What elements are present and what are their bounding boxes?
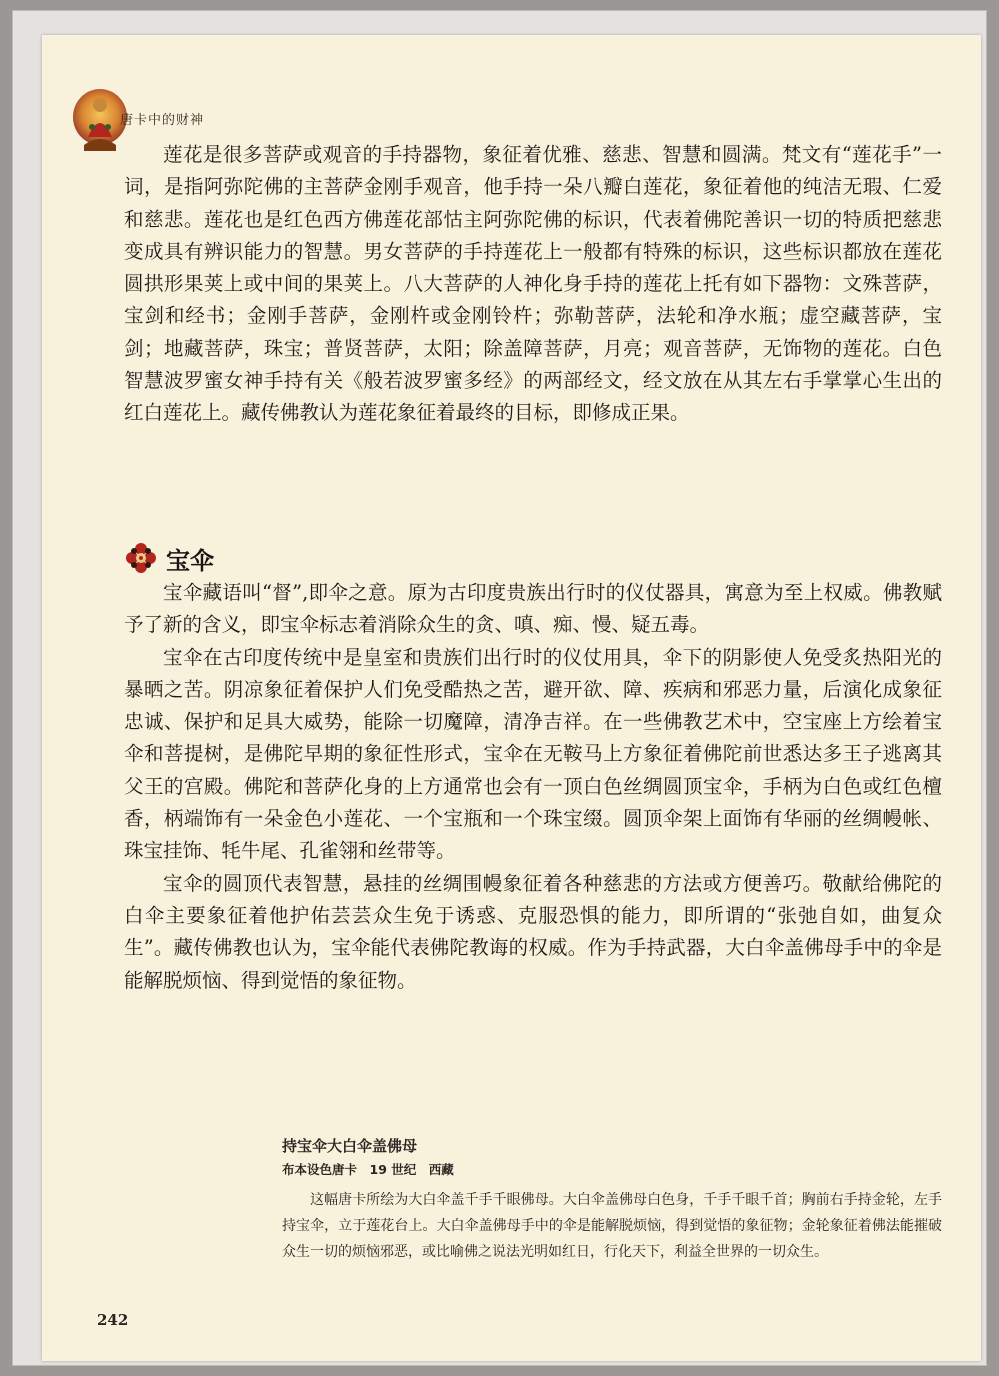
caption-title: 持宝伞大白伞盖佛母: [282, 1137, 418, 1155]
paragraph: 宝伞在古印度传统中是皇室和贵族们出行时的仪仗用具，伞下的阴影使人免受炙热阳光的暴晒之苦。阴凉象征着保护人们免受酷热之苦，避开欲、障、疾病和邪恶力量，后演化成象征忠诚、保护和足具大威势，能除一切魔障，清净吉祥。在一些佛教艺术中，空宝座上方绘着宝伞和菩提树，是佛陀早期的象征性形式，宝伞在无鞍马上方象征着佛陀前世悉达多王子逃离其父王的宫殿。佛陀和菩萨化身的上方通常也会有一顶白色丝绸圆顶宝伞，手柄为白色或红色檀香，柄端饰有一朵金色小莲花、一个宝瓶和一个珠宝缀。圆顶伞架上面饰有华丽的丝绸幔帐、珠宝挂饰、牦牛尾、孔雀翎和丝带等。: [124, 645, 942, 863]
section-heading: [124, 537, 424, 577]
page-number: 242: [97, 1311, 129, 1329]
caption-body: 这幅唐卡所绘为大白伞盖千手千眼佛母。大白伞盖佛母白色身，千手千眼千首；胸前右手持金轮，左手持宝伞，立于莲花台上。大白伞盖佛母手中的伞是能解脱烦恼，得到觉悟的象征物；金轮象征着佛法能摧破众生一切的烦恼邪恶，或比喻佛之说法光明如红日，行化天下，利益全世界的一切众生。: [282, 1192, 942, 1260]
book-page: [42, 35, 981, 1361]
image-caption: [282, 1133, 942, 1265]
umbrella-section: [124, 577, 942, 997]
paragraph: 宝伞的圆顶代表智慧，悬挂的丝绸围幔象征着各种慈悲的方法或方便善巧。敬献给佛陀的白伞主要象征着他护佑芸芸众生免于诱惑、克服恐惧的能力，即所谓的“张弛自如，曲复众生”。藏传佛教也认为，宝伞能代表佛陀教诲的权威。作为手持武器，大白伞盖佛母手中的伞是能解脱烦恼、得到觉悟的象征物。: [124, 871, 942, 992]
flower-ornament-icon: [124, 541, 158, 575]
page-frame: [12, 10, 987, 1366]
header-title: 唐卡中的财神: [120, 113, 205, 128]
section-title: 宝伞: [166, 547, 214, 575]
paragraph: 莲花是很多菩萨或观音的手持器物，象征着优雅、慈悲、智慧和圆满。梵文有“莲花手”一词，是指阿弥陀佛的主菩萨金刚手观音，他手持一朵八瓣白莲花，象征着他的纯洁无瑕、仁爱和慈悲。莲花也是红色西方佛莲花部怙主阿弥陀佛的标识，代表着佛陀善识一切的特质把慈悲变成具有辨识能力的智慧。男女菩萨的手持莲花上一般都有特殊的标识，这些标识都放在莲花圆拱形果荚上或中间的果荚上。八大菩萨的人神化身手持的莲花上托有如下器物：文殊菩萨，宝剑和经书；金刚手菩萨，金刚杵或金刚铃杵；弥勒菩萨，法轮和净水瓶；虚空藏菩萨，宝剑；地藏菩萨，珠宝；普贤菩萨，太阳；除盖障菩萨，月亮；观音菩萨，无饰物的莲花。白色智慧波罗蜜女神手持有关《般若波罗蜜多经》的两部经文，经文放在从其左右手掌掌心生出的红白莲花上。藏传佛教认为莲花象征着最终的目标，即修成正果。: [124, 143, 942, 425]
lotus-section: [124, 139, 942, 430]
paragraph: 宝伞藏语叫“督”,即伞之意。原为古印度贵族出行时的仪仗器具，寓意为至上权威。佛教赋予了新的含义，即宝伞标志着消除众生的贪、嗔、痴、慢、疑五毒。: [124, 581, 942, 637]
caption-subtitle: 布本设色唐卡 19 世纪 西藏: [282, 1162, 454, 1177]
